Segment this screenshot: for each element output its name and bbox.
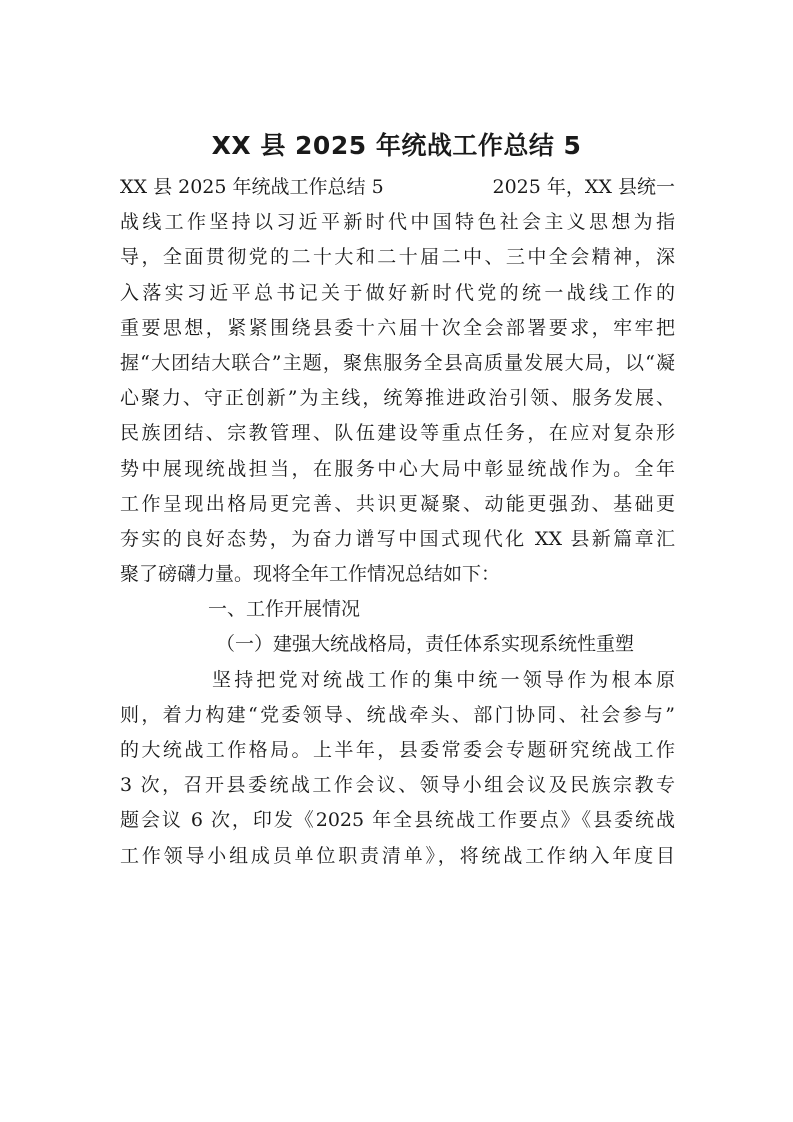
body-line: 则，着力构建“党委领导、统战牵头、部门协同、社会参与” <box>120 703 675 726</box>
body-line: 握“大团结大联合”主题，聚焦服务全县高质量发展大局，以“凝 <box>120 351 675 374</box>
body-line: 题会议 6 次，印发《2025 年全县统战工作要点》《县委统战 <box>120 809 675 832</box>
body-line: 势中展现统战担当，在服务中心大局中彰显统战作为。全年 <box>120 457 675 480</box>
body-line: 导，全面贯彻党的二十大和二十届二中、三中全会精神，深 <box>120 246 675 269</box>
body-line-opening: 2025 年，XX 县统一 <box>492 176 675 198</box>
body-line: 的大统战工作格局。上半年，县委常委会专题研究统战工作 <box>120 739 675 761</box>
body-line: 聚了磅礴力量。现将全年工作情况总结如下： <box>120 563 501 586</box>
document-title: XX 县 2025 年统战工作总结 5 <box>211 131 582 160</box>
body-line: 坚持把党对统战工作的集中统一领导作为根本原 <box>212 668 675 691</box>
body-line: 心聚力、守正创新”为主线，统筹推进政治引领、服务发展、 <box>120 387 675 410</box>
body-line: 3 次，召开县委统战工作会议、领导小组会议及民族宗教专 <box>120 774 675 797</box>
body-line: 夯实的良好态势，为奋力谱写中国式现代化 XX 县新篇章汇 <box>120 527 675 550</box>
body-line: 工作呈现出格局更完善、共识更凝聚、动能更强劲、基础更 <box>120 492 675 515</box>
body-line: 民族团结、宗教管理、队伍建设等重点任务，在应对复杂形 <box>120 422 675 445</box>
section-heading: 一、工作开展情况 <box>208 598 361 621</box>
body-line: 工作领导小组成员单位职责清单》，将统战工作纳入年度目 <box>120 844 675 867</box>
body-line-heading-echo: XX 县 2025 年统战工作总结 5 <box>120 176 384 198</box>
body-line: 入落实习近平总书记关于做好新时代党的统一战线工作的 <box>120 281 675 304</box>
subsection-heading: （一）建强大统战格局，责任体系实现系统性重塑 <box>216 633 635 656</box>
document-body <box>120 170 675 874</box>
body-line: 战线工作坚持以习近平新时代中国特色社会主义思想为指 <box>120 211 675 234</box>
body-line: 重要思想，紧紧围绕县委十六届十次全会部署要求，牢牢把 <box>120 316 675 339</box>
body-line <box>120 170 675 205</box>
